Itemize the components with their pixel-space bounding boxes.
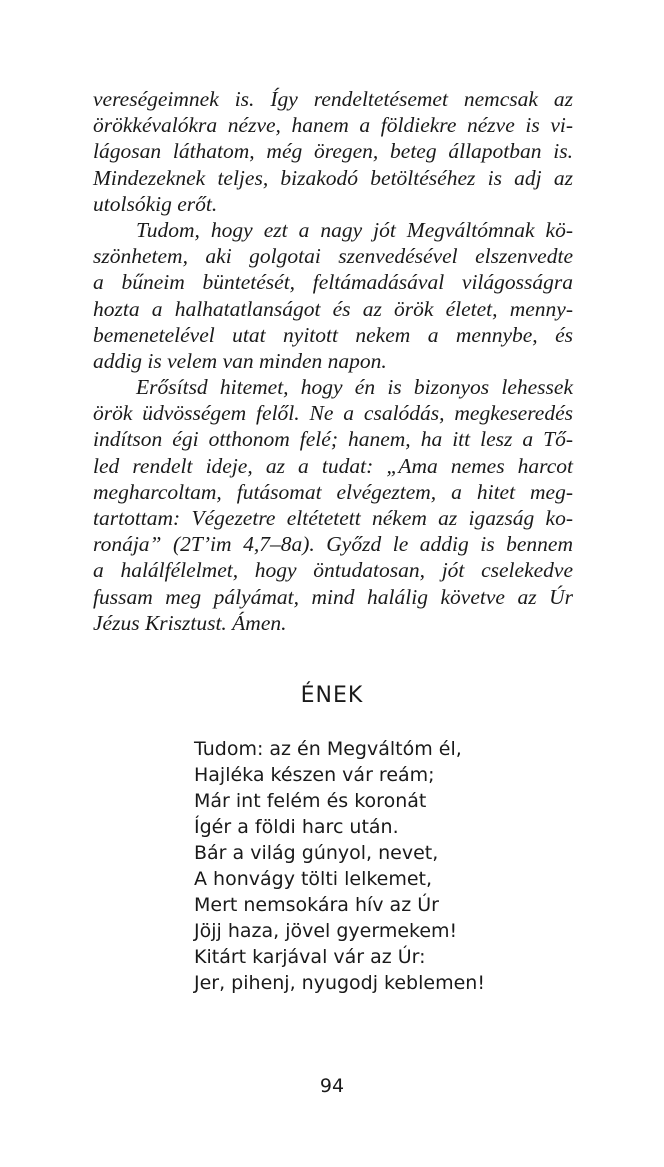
page-number: 94 [319,1075,345,1097]
prose-line: Erősítsd hitemet, hogy én is bizonyos lehessek [136,375,573,400]
prose-line: led rendelt ideje, az a tudat: „Ama nemes harcot [93,453,573,478]
prose-line: szönhetem, aki golgotai szenvedésével elszenvedte [93,244,573,269]
prose-line: örök üdvösségem felől. Ne a csalódás, megkeseredés [93,401,573,426]
prose-line: örökkévalókra nézve, hanem a földiekre nézve is vi- [93,113,573,138]
prose-line: bemenetelével utat nyitott nekem a mennybe, és [93,322,573,347]
song-title: ÉNEK [300,683,364,708]
prose-line: Tudom, hogy ezt a nagy jót Megváltómnak kö- [136,217,573,242]
song-line: Már int felém és koronát [194,790,427,812]
prose-line: a halálfélelmet, hogy öntudatosan, jót cselekedve [93,558,573,583]
song-line: Mert nemsokára hív az Úr [194,894,439,916]
prose-line: megharcoltam, futásomat elvégeztem, a hitet meg- [93,479,573,504]
prose-line: Mindezeknek teljes, bizakodó betöltéséhez is adj az [93,165,573,190]
prose-line: utolsókig erőt. [93,191,218,216]
prose-line: tartottam: Végezetre eltétetett nékem az igazság ko- [93,506,573,530]
song-line: Bár a világ gúnyol, nevet, [194,842,439,864]
prose-line: a bűneim büntetését, feltámadásával világosságra [93,270,573,295]
prose-line: hozta a halhatatlanságot és az örök életet, menny- [93,296,573,321]
song-line: Ígér a földi harc után. [194,816,399,838]
song-line: Jer, pihenj, nyugodj keblemen! [194,972,485,994]
song-line: Kitárt karjával vár az Úr: [194,946,426,968]
song-line: A honvágy tölti lelkemet, [194,868,433,890]
prose-line: addig is velem van minden napon. [93,348,387,373]
prose-line: lágosan láthatom, még öregen, beteg állapotban is. [93,139,573,164]
prayer-text [93,86,573,636]
prose-line: vereségeimnek is. Így rendeltetésemet nemcsak az [93,87,573,111]
song-line: Tudom: az én Megváltóm él, [194,738,462,760]
prose-line: ronája” (2T’im 4,7–8a). Győzd le addig is bennem [93,532,573,557]
song-verse [194,736,485,996]
song-line: Jöjj haza, jövel gyermekem! [194,920,458,942]
song-line: Hajléka készen vár reám; [194,764,435,786]
prose-line: indítson égi otthonom felé; hanem, ha itt lesz a Tő- [93,427,573,452]
prose-line: fussam meg pályámat, mind halálig követve az Úr [93,584,573,609]
prose-line: Jézus Krisztust. Ámen. [93,610,287,635]
